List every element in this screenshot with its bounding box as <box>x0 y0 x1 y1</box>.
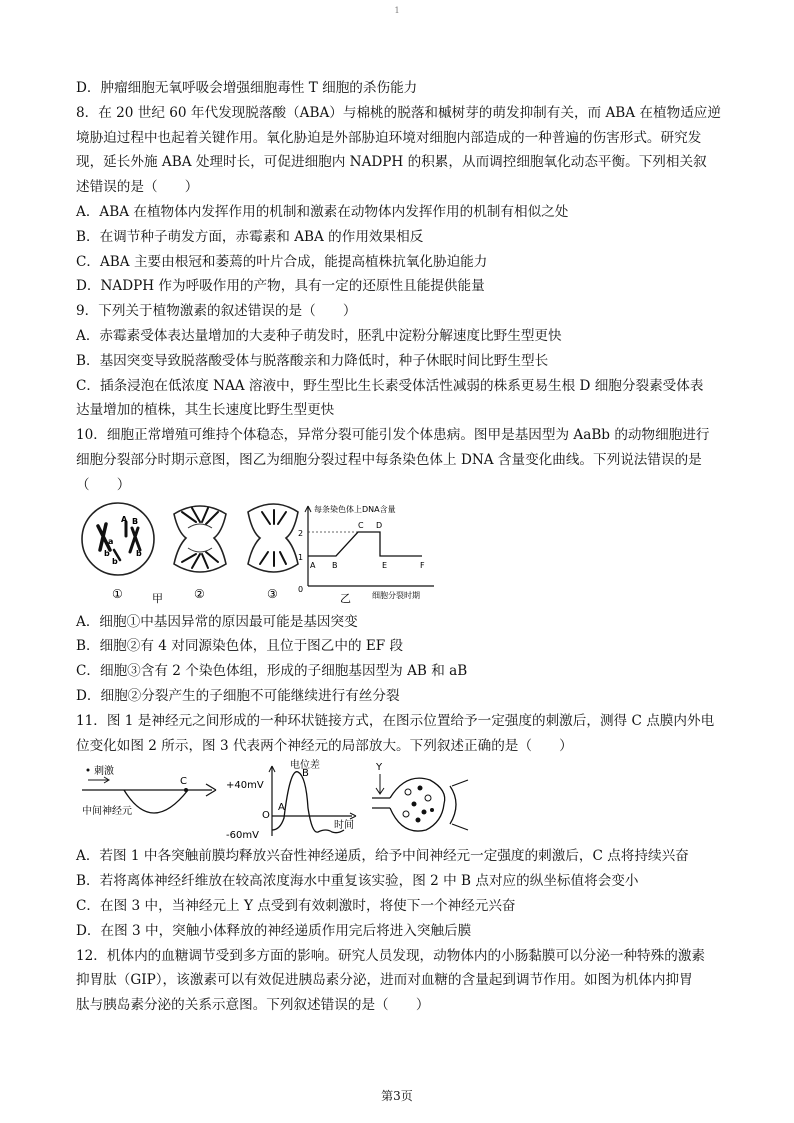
figure-q10 <box>76 498 716 610</box>
y-tick: 0 <box>298 584 304 594</box>
graph-point: F <box>420 560 425 570</box>
text-line: 述错误的是（ ） <box>76 179 199 196</box>
cell-1-diagram <box>82 503 154 575</box>
cell-3-label: ③ <box>267 586 278 601</box>
question-8-stem: 8．在 20 世纪 60 年代发现脱落酸（ABA）与棉桃的脱落和槭树芽的萌发抑制有关，而 ABA 在植物适应逆 <box>76 104 721 121</box>
text-block-top <box>76 76 721 498</box>
text-line: 细胞分裂部分时期示意图，图乙为细胞分裂过程中每条染色体上 DNA 含量变化曲线。下列说法错误的是 <box>76 451 702 468</box>
text-line: D．肿瘤细胞无氧呼吸会增强细胞毒性 T 细胞的杀伤能力 <box>76 80 418 96</box>
point-a-label: A <box>278 802 285 814</box>
text-line: 位变化如图 2 所示，图 3 代表两个神经元的局部放大。下列叙述正确的是（ ） <box>76 737 573 754</box>
graph-point: C <box>358 520 364 530</box>
graph-point: E <box>382 560 388 570</box>
time-label: 时间 <box>334 820 354 832</box>
option-line: A．若图 1 中各突触前膜均释放兴奋性神经递质，给予中间神经元一定强度的刺激后，C 点将持续兴奋 <box>76 848 689 865</box>
text-line: 达量增加的植株，其生长速度比野生型更快 <box>76 402 335 419</box>
dna-content-graph <box>298 504 434 605</box>
chrom-letter: B <box>132 516 139 526</box>
figure-q10-svg <box>76 498 716 610</box>
graph-point: A <box>310 560 316 570</box>
option-line: B．若将离体神经纤维放在较高浓度海水中重复该实验，图 2 中 B 点对应的纵坐标值将会变小 <box>76 873 639 890</box>
synapse-diagram <box>372 762 468 831</box>
stimulus-label: 刺激 <box>94 766 114 778</box>
question-12-stem: 12．机体内的血糖调节受到多方面的影响。研究人员发现，动物体内的小肠黏膜可以分泌一种特殊的激素 <box>76 947 706 964</box>
cell-1-label: ① <box>112 586 123 601</box>
option-line: A．细胞①中基因异常的原因最可能是基因突变 <box>76 613 358 630</box>
v-zero-tick: O <box>262 810 270 822</box>
point-b-label: B <box>302 768 309 780</box>
text-line: 现，延长外施 ABA 处理时长，可促进细胞内 NADPH 的积累，从而调控细胞氧化动态平衡。下列相关叙 <box>76 154 707 171</box>
figure-q11 <box>76 758 716 844</box>
option-line: D．在图 3 中，突触小体释放的神经递质作用完后将进入突触后膜 <box>76 922 472 939</box>
figure-q11-svg <box>76 758 716 844</box>
text-line: 抑胃肽（GIP），该激素可以有效促进胰岛素分泌，进而对血糖的含量起到调节作用。如图为机体内抑胃 <box>76 972 693 989</box>
chrom-letter: b <box>104 548 110 558</box>
point-y-label: Y <box>376 762 383 774</box>
option-line: C．ABA 主要由根冠和萎蔫的叶片合成，能提高植株抗氧化胁迫能力 <box>76 253 488 270</box>
text-block-mid <box>76 610 716 759</box>
v-low-tick: -60mV <box>226 830 259 842</box>
neuron-loop-diagram <box>82 764 216 817</box>
option-line: B．基因突变导致脱落酸受体与脱落酸亲和力降低时，种子休眠时间比野生型长 <box>76 352 549 369</box>
figure-yi-label: 乙 <box>340 591 351 605</box>
graph-title: 电位差 <box>290 760 320 772</box>
text-line: 境胁迫过程中也起着关键作用。氧化胁迫是外部胁迫环境对细胞内部造成的一种普遍的伤害形式。研究发 <box>76 129 702 146</box>
option-line: A．ABA 在植物体内发挥作用的机制和激素在动物体内发挥作用的机制有相似之处 <box>76 203 569 220</box>
chrom-letter: a <box>108 536 114 546</box>
chrom-letter: b <box>136 548 142 558</box>
cell-3-diagram <box>248 504 298 572</box>
question-11-stem: 11．图 1 是神经元之间形成的一种环状链接方式，在图示位置给予一定强度的刺激后，测得 C 点膜内外电 <box>76 712 715 729</box>
graph-point: D <box>376 520 383 530</box>
option-line: D．细胞②分裂产生的子细胞不可能继续进行有丝分裂 <box>76 687 400 704</box>
option-line: D．NADPH 作为呼吸作用的产物，具有一定的还原性且能提供能量 <box>76 278 485 295</box>
text-line: （ ） <box>76 476 131 493</box>
graph-title: 每条染色体上DNA含量 <box>314 504 396 514</box>
cell-2-diagram <box>174 506 226 572</box>
option-line: B．在调节种子萌发方面，赤霉素和 ABA 的作用效果相反 <box>76 228 424 245</box>
interneuron-label: 中间神经元 <box>82 806 132 818</box>
option-line: B．细胞②有 4 对同源染色体，且位于图乙中的 EF 段 <box>76 638 404 655</box>
chrom-letter: b <box>112 556 118 566</box>
figure-jia-label: 甲 <box>152 591 163 605</box>
chrom-letter: A <box>121 514 128 524</box>
page-footer: 第3页 <box>381 1089 413 1103</box>
potential-graph <box>226 758 356 841</box>
y-tick: 2 <box>298 528 304 538</box>
graph-point: B <box>332 560 338 570</box>
point-c-label: C <box>180 776 187 788</box>
text-block-bottom <box>76 844 716 1018</box>
y-tick: 1 <box>298 552 304 562</box>
v-high-tick: +40mV <box>226 780 264 792</box>
cell-2-label: ② <box>194 586 205 601</box>
page-marker: 1 <box>394 6 400 15</box>
option-line: A．赤霉素受体表达量增加的大麦种子萌发时，胚乳中淀粉分解速度比野生型更快 <box>76 327 562 344</box>
option-line: C．在图 3 中，当神经元上 Y 点受到有效刺激时，将使下一个神经元兴奋 <box>76 897 516 914</box>
question-9-stem: 9．下列关于植物激素的叙述错误的是（ ） <box>76 303 357 320</box>
option-line: C．细胞③含有 2 个染色体组，形成的子细胞基因型为 AB 和 aB <box>76 663 468 680</box>
page-content <box>76 76 721 1018</box>
option-line: C．插条浸泡在低浓度 NAA 溶液中，野生型比生长素受体活性减弱的株系更易生根 D 细胞分裂素受体表 <box>76 377 704 394</box>
graph-xlabel: 细胞分裂时期 <box>372 590 420 600</box>
text-line: 肽与胰岛素分泌的关系示意图。下列叙述错误的是（ ） <box>76 997 430 1014</box>
question-10-stem: 10．细胞正常增殖可维持个体稳态，异常分裂可能引发个体患病。图甲是基因型为 AaBb 的动物细胞进行 <box>76 427 710 444</box>
